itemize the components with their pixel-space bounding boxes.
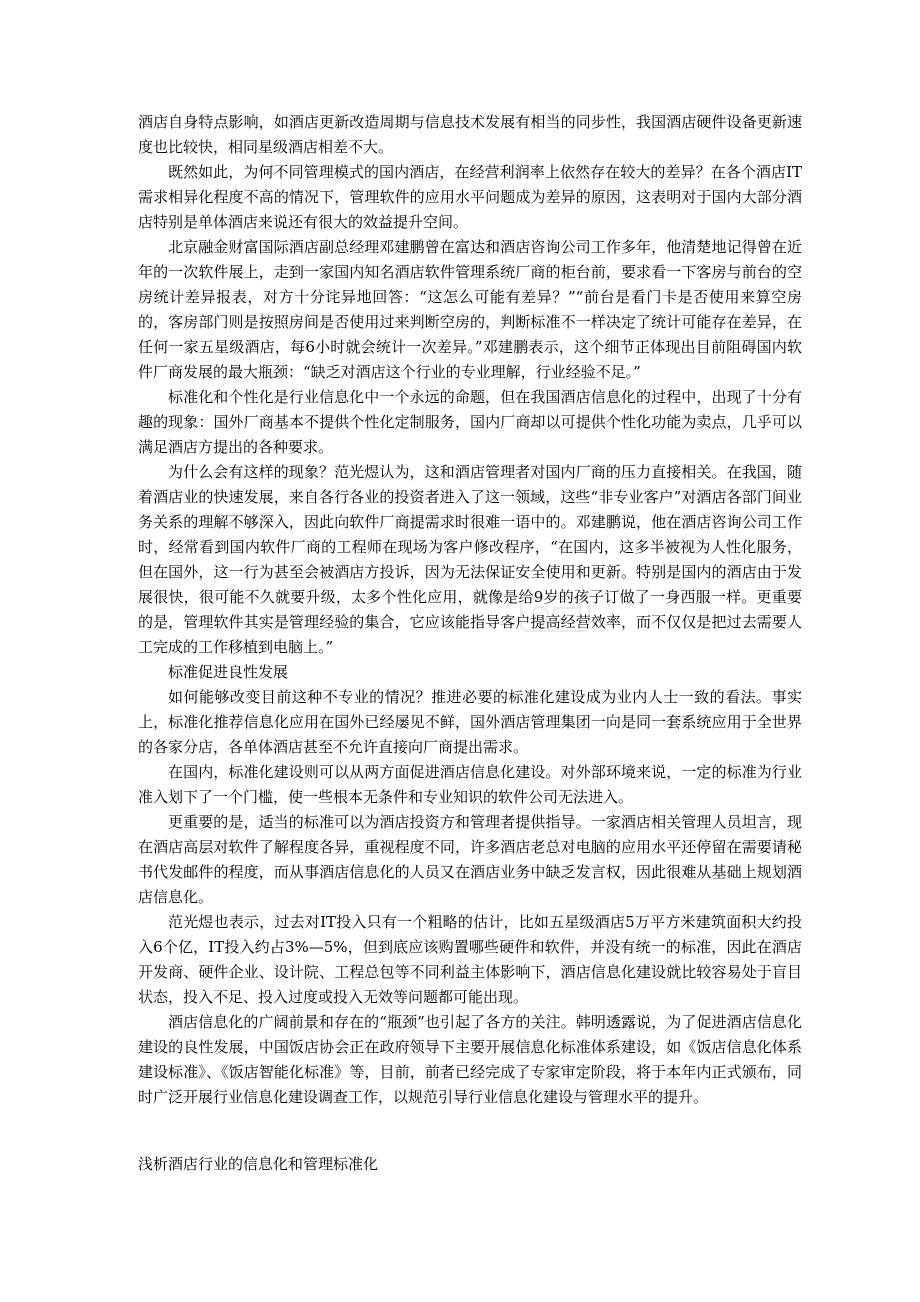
paragraph-10: 酒店信息化的广阔前景和存在的“瓶颈”也引起了各方的关注。韩明透露说，为了促进酒店信息化建设的良性发展，中国饭店协会正在政府领导下主要开展信息化标准体系建设，如《饭店信息化体系建设标准》、《饭店智能化标准》等，目前，前者已经完成了专家审定阶段，将于本年内正式颁布，同时广泛开展行业信息化建设调查工作，以规范引导行业信息化建设与管理水平的提升。 [138,1013,802,1106]
section-heading: 标准促进良性发展 [168,663,289,681]
paragraph-5: 为什么会有这样的现象？范光煜认为，这和酒店管理者对国内厂商的压力直接相关。在我国，随着酒店业的快速发展，来自各行各业的投资者进入了这一领域，这些“非专业客户”对酒店各部门间业务关系的理解不够深入，因此向软件厂商提需求时很难一语中的。邓建鹏说，他在酒店咨询公司工作时，经常看到国内软件厂商的工程师在现场为客户修改程序，“在国内，这多半被视为人性化服务，但在国外，这一行为甚至会被酒店方投诉，因为无法保证安全使用和更新。特别是国内的酒店由于发展很快，很可能不久就要升级，太多个性化应用，就像是给9岁的孩子订做了一身西服一样。更重要的是，管理软件其实是管理经验的集合，它应该能指导客户提高经营效率，而不仅仅是把过去需要人工完成的工作移植到电脑上。” [138,463,802,656]
paragraph-1: 酒店自身特点影响，如酒店更新改造周期与信息技术发展有相当的同步性，我国酒店硬件设备更新速度也比较快，相同星级酒店相差不大。 [138,113,802,156]
paragraph-2: 既然如此，为何不同管理模式的国内酒店，在经营利润率上依然存在较大的差异？在各个酒店IT需求相异化程度不高的情况下，管理软件的应用水平问题成为差异的原因，这表明对于国内大部分酒店特别是单体酒店来说还有很大的效益提升空间。 [138,163,802,231]
document-title: 浅析酒店行业的信息化和管理标准化 [138,1155,379,1173]
paragraph-4: 标准化和个性化是行业信息化中一个永远的命题，但在我国酒店信息化的过程中，出现了十分有趣的现象：国外厂商基本不提供个性化定制服务，国内厂商却以可提供个性化功能为卖点，几乎可以满足酒店方提出的各种要求。 [138,388,802,456]
paragraph-3: 北京融金财富国际酒店副总经理邓建鹏曾在富达和酒店咨询公司工作多年，他清楚地记得曾在近年的一次软件展上，走到一家国内知名酒店软件管理系统厂商的柜台前，要求看一下客房与前台的空房统计差异报表，对方十分诧异地回答：“这怎么可能有差异？”“前台是看门卡是否使用来算空房的，客房部门则是按照房间是否使用过来判断空房的，判断标准不一样决定了统计可能存在差异，在任何一家五星级酒店，每6小时就会统计一次差异。”邓建鹏表示，这个细节正体现出目前阻碍国内软件厂商发展的最大瓶颈：“缺乏对酒店这个行业的专业理解，行业经验不足。” [138,238,802,381]
paragraph-8: 更重要的是，适当的标准可以为酒店投资方和管理者提供指导。一家酒店相关管理人员坦言，现在酒店高层对软件了解程度各异，重视程度不同，许多酒店老总对电脑的应用水平还停留在需要请秘书代发邮件的程度，而从事酒店信息化的人员又在酒店业务中缺乏发言权，因此很难从基础上规划酒店信息化。 [138,813,802,906]
paragraph-7: 在国内，标准化建设则可以从两方面促进酒店信息化建设。对外部环境来说，一定的标准为行业准入划下了一个门槛，使一些根本无条件和专业知识的软件公司无法进入。 [138,763,802,806]
paragraph-9: 范光煜也表示，过去对IT投入只有一个粗略的估计，比如五星级酒店5万平方米建筑面积大约投入6个亿，IT投入约占3%—5%，但到底应该购置哪些硬件和软件，并没有统一的标准，因此在酒店开发商、硬件企业、设计院、工程总包等不同利益主体影响下，酒店信息化建设就比较容易处于盲目状态，投入不足、投入过度或投入无效等问题都可能出现。 [138,913,802,1006]
paragraph-6: 如何能够改变目前这种不专业的情况？推进必要的标准化建设成为业内人士一致的看法。事实上，标准化推荐信息化应用在国外已经屡见不鲜，国外酒店管理集团一向是同一套系统应用于全世界的各家分店，各单体酒店甚至不允许直接向厂商提出需求。 [138,688,802,756]
article-body [138,110,802,1110]
